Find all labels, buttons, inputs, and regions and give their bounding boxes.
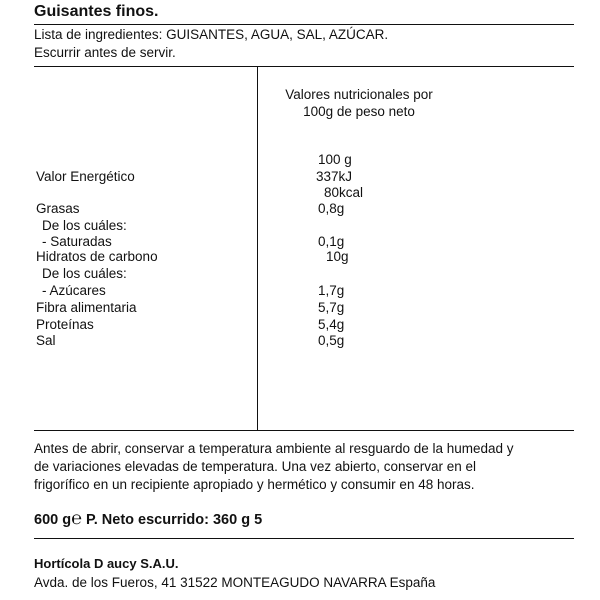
nutrition-per-label: 100 g	[318, 152, 352, 167]
ingredients-text: Lista de ingredientes: GUISANTES, AGUA, SAL, AZÚCAR.	[34, 27, 389, 42]
instructions-text: Escurrir antes de servir.	[34, 45, 176, 60]
storage-line-2: de variaciones elevadas de temperatura. Una vez abierto, conservar en el	[34, 459, 476, 474]
nutrition-header-line2: 100g de peso neto	[303, 104, 415, 119]
nutrition-row-value: 1,7g	[318, 283, 345, 298]
nutrition-row-value: 337kJ	[316, 169, 353, 184]
storage-line-3: frigorífico en un recipiente apropiado y hermético y consumir en 48 horas.	[34, 477, 475, 492]
nutrition-row-value: 0,1g	[318, 234, 345, 249]
drained-weight: P. Neto escurrido: 360 g	[85, 512, 251, 528]
company-address: Avda. de los Fueros, 41 31522 MONTEAGUDO NAVARRA España	[34, 575, 436, 590]
nutrition-row-value: 80kcal	[324, 185, 364, 200]
nutrition-row-label: - Azúcares	[42, 283, 106, 298]
nutrition-row-label: Hidratos de carbono	[36, 249, 158, 264]
nutrition-column-divider	[257, 66, 258, 430]
nutrition-row-label: De los cuáles:	[42, 218, 127, 233]
title-divider	[34, 24, 574, 25]
product-label	[34, 0, 574, 600]
nutrition-row-label: - Saturadas	[42, 234, 112, 249]
product-title: Guisantes finos.	[34, 3, 159, 20]
estimated-sign-icon: ℮	[71, 508, 82, 528]
company-name: Hortícola D aucy S.A.U.	[34, 556, 179, 571]
nutrition-row-label: Valor Energético	[36, 169, 135, 184]
weight-divider	[34, 538, 574, 539]
nutrition-row-value: 0,5g	[318, 333, 345, 348]
nutrition-row-label: De los cuáles:	[42, 266, 127, 281]
ingredients-divider	[34, 66, 574, 67]
net-weight-line	[34, 510, 262, 528]
net-weight: 600 g	[34, 512, 72, 528]
nutrition-row-label: Fibra alimentaria	[36, 300, 137, 315]
nutrition-row-value: 10g	[326, 249, 349, 264]
nutrition-row-label: Proteínas	[36, 317, 94, 332]
nutrition-row-value: 5,7g	[318, 300, 345, 315]
nutrition-row-label: Sal	[36, 333, 56, 348]
nutrition-row-value: 0,8g	[318, 201, 345, 216]
nutrition-row-value: 5,4g	[318, 317, 345, 332]
nutrition-bottom-divider	[34, 430, 574, 431]
nutrition-header-line1: Valores nutricionales por	[285, 87, 433, 102]
storage-line-1: Antes de abrir, conservar a temperatura ambiente al resguardo de la humedad y	[34, 441, 514, 456]
weight-suffix: 5	[254, 512, 263, 528]
nutrition-row-label: Grasas	[36, 201, 80, 216]
